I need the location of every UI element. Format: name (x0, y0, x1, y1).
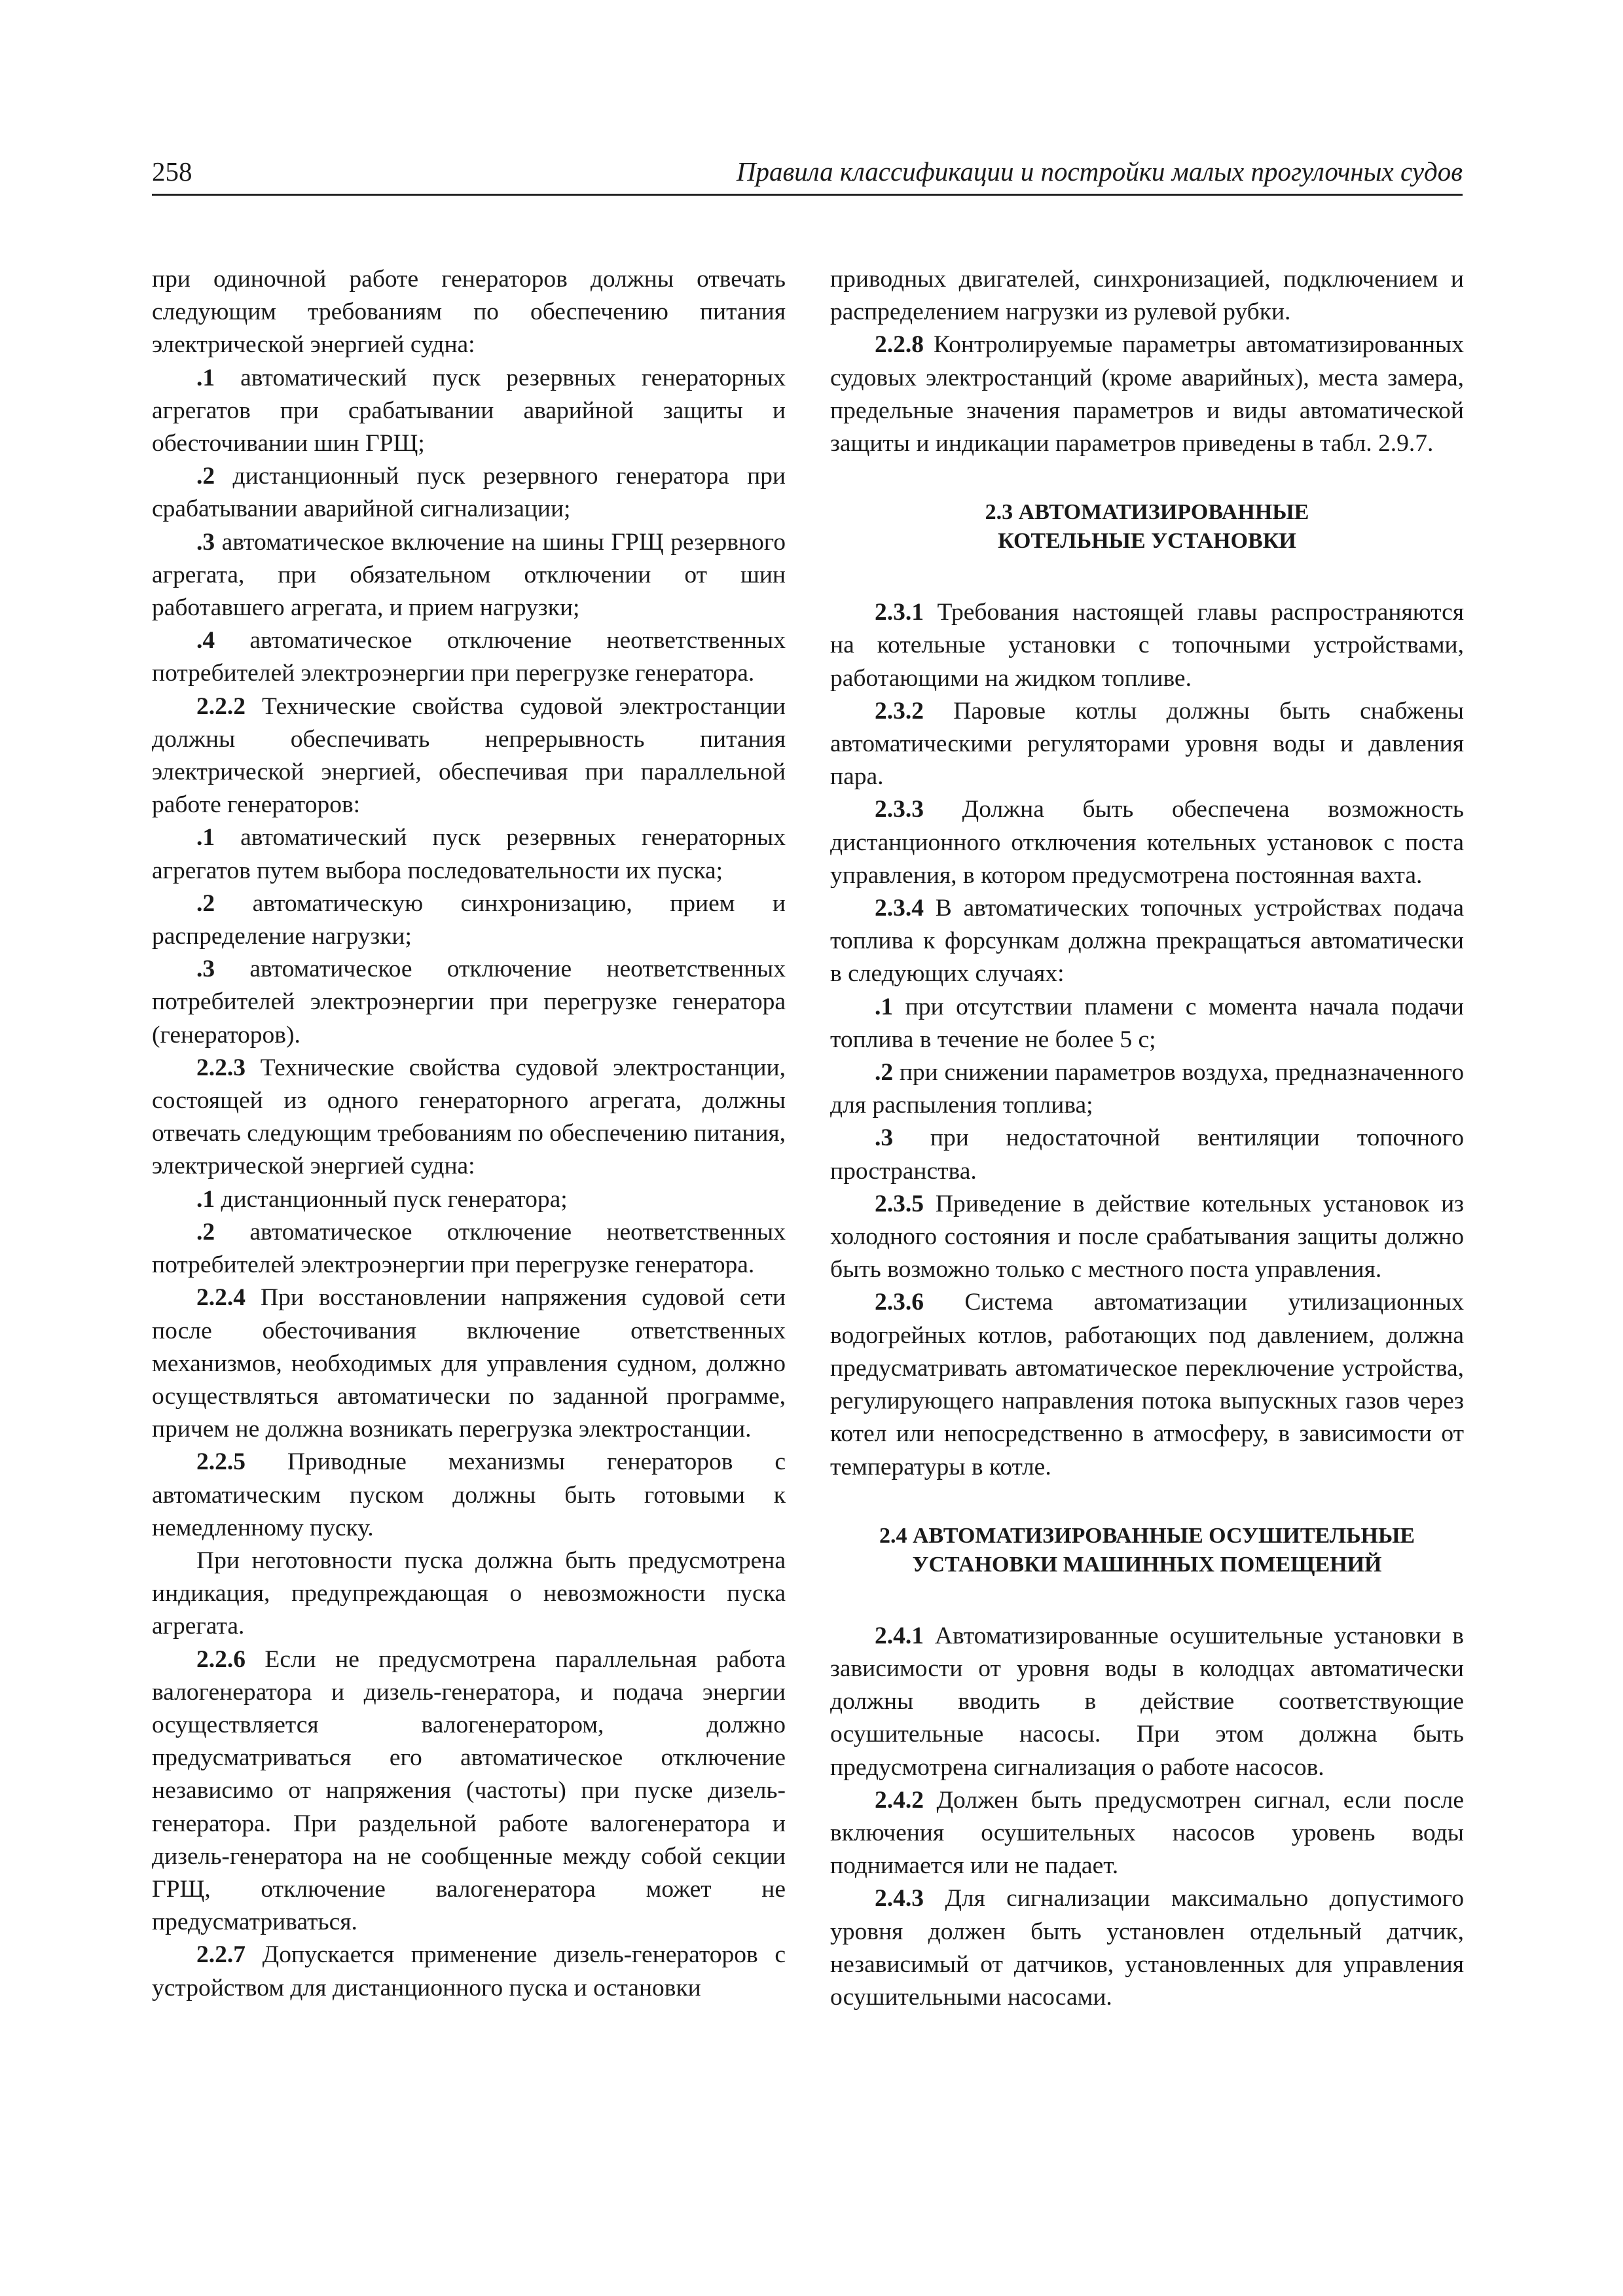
clause-number: 2.2.8 (875, 331, 924, 359)
page-header (152, 152, 1463, 196)
clause-text: Паровые котлы должны быть снабжены автоматическими регуляторами уровня воды и давления пара. (830, 697, 1464, 791)
clause-2-2-4 (152, 1282, 786, 1446)
clause-text: Должна быть обеспечена возможность дистанционного отключения котельных установок с поста управления, в котором предусмотрена постоянная вахта. (830, 796, 1464, 889)
item-text: автоматическое включение на шины ГРЩ резервного агрегата, при обязательном отключении от шин работавшего агрегата, и прием нагрузки; (152, 528, 786, 622)
clause-number: 2.3.3 (875, 796, 924, 823)
item-number: .1 (196, 364, 215, 391)
clause-text: Технические свойства судовой электростанции, состоящей из одного генераторного агрегата, должны отвечать следующим требованиям по обеспечению питания, электрической энергией судна: (152, 1054, 786, 1180)
list-item (152, 624, 786, 690)
clause-2-3-4 (830, 892, 1464, 991)
item-number: .2 (196, 889, 215, 917)
clause-number: 2.4.3 (875, 1885, 924, 1912)
clause-text: Технические свойства судовой электростанции должны обеспечивать непрерывность питания электрической энергией, обеспечивая при параллельной работе генераторов: (152, 692, 786, 819)
clause-text: При восстановлении напряжения судовой сети после обесточивания включение ответственных механизмов, необходимых для управления судном, должно осуществляться автоматически по заданной программе, причем не должна возникать перегрузка электростанции. (152, 1284, 786, 1443)
clause-number: 2.2.4 (196, 1284, 246, 1312)
heading-line: 2.3 АВТОМАТИЗИРОВАННЫЕ (985, 500, 1309, 525)
list-item (152, 1183, 786, 1216)
clause-number: 2.3.5 (875, 1190, 924, 1217)
item-text: при снижении параметров воздуха, предназначенного для распыления топлива; (830, 1059, 1464, 1119)
item-text: дистанционный пуск резервного генератора при срабатывании аварийной сигнализации; (152, 463, 786, 523)
clause-number: 2.3.1 (875, 599, 924, 626)
clause-text: В автоматических топочных устройствах подача топлива к форсункам должна прекращаться автоматически в следующих случаях: (830, 895, 1464, 988)
clause-2-3-5 (830, 1188, 1464, 1287)
list-item (830, 991, 1464, 1056)
clause-2-2-2 (152, 691, 786, 822)
clause-number: 2.2.3 (196, 1054, 246, 1081)
item-number: .1 (875, 993, 894, 1020)
clause-2-3-6 (830, 1286, 1464, 1483)
item-number: .4 (196, 627, 215, 655)
clause-text: Должен быть предусмотрен сигнал, если после включения осушительных насосов уровень воды поднимается или не падает. (830, 1786, 1464, 1880)
list-item (152, 526, 786, 625)
clause-number: 2.4.1 (875, 1622, 924, 1649)
clause-2-3-3 (830, 793, 1464, 892)
clause-text: Система автоматизации утилизационных водогрейных котлов, работающих под давлением, должна предусматривать автоматическое переключение устройства, регулирующего направления потока выпускных газов через котел или непосредственно в атмосферу, в зависимости от температуры в котле. (830, 1289, 1464, 1480)
heading-line: КОТЕЛЬНЫЕ УСТАНОВКИ (998, 529, 1296, 554)
paragraph: приводных двигателей, синхронизацией, подключением и распределением нагрузки из рулевой рубки. (830, 266, 1464, 326)
clause-text: Приводные механизмы генераторов с автоматическим пуском должны быть готовыми к немедленному пуску. (152, 1448, 786, 1541)
clause-text: Контролируемые параметры автоматизированных судовых электростанций (кроме аварийных), места замера, предельные значения параметров и виды автоматической защиты и индикации параметров приведены в табл. 2.9.7. (830, 331, 1464, 457)
clause-number: 2.3.2 (875, 697, 924, 725)
item-text: автоматический пуск резервных генераторных агрегатов путем выбора последовательности их пуска; (152, 824, 786, 884)
item-number: .1 (196, 824, 215, 852)
item-number: .2 (196, 1218, 215, 1246)
heading-line: 2.4 АВТОМАТИЗИРОВАННЫЕ ОСУШИТЕЛЬНЫЕ (879, 1523, 1415, 1548)
item-number: .3 (196, 528, 215, 556)
list-item (830, 1056, 1464, 1122)
clause-number: 2.3.4 (875, 895, 924, 922)
clause-text: Требования настоящей главы распространяются на котельные установки с топочными устройствами, работающими на жидком топливе. (830, 599, 1464, 692)
section-heading-2-4 (830, 1522, 1464, 1579)
item-text: автоматическое отключение неответственных потребителей электроэнергии при перегрузке генератора. (152, 627, 786, 687)
clause-number: 2.3.6 (875, 1289, 924, 1316)
list-item (152, 953, 786, 1052)
clause-2-2-6 (152, 1643, 786, 1939)
item-text: автоматический пуск резервных генераторных агрегатов при срабатывании аварийной защиты и обесточивании шин ГРЩ; (152, 364, 786, 457)
list-item (152, 888, 786, 953)
page-number: 258 (152, 156, 192, 187)
clause-text: Приведение в действие котельных установок из холодного состояния и после срабатывания защиты должно быть возможно только с местного поста управления. (830, 1190, 1464, 1283)
heading-line: УСТАНОВКИ МАШИННЫХ ПОМЕЩЕНИЙ (912, 1552, 1382, 1577)
clause-2-4-1 (830, 1620, 1464, 1784)
clause-2-2-5 (152, 1446, 786, 1545)
right-column (830, 263, 1464, 2014)
left-column (152, 263, 786, 2005)
clause-text: Если не предусмотрена параллельная работа валогенератора и дизель-генератора, и подача энергии осуществляется валогенератором, должно предусматриваться его автоматическое отключение независимо от напряжения (частоты) при пуске дизель-генератора. При раздельной работе валогенератора и дизель-генератора на не сообщенные между собой секции ГРЩ, отключение валогенератора может не предусматриваться. (152, 1645, 786, 1936)
item-number: .2 (875, 1059, 894, 1086)
list-item (152, 821, 786, 887)
paragraph: при одиночной работе генераторов должны отвечать следующим требованиям по обеспечению питания электрической энергией судна: (152, 266, 786, 359)
clause-2-2-3 (152, 1052, 786, 1183)
clause-text: Допускается применение дизель-генераторов с устройством для дистанционного пуска и остановки (152, 1941, 786, 2001)
clause-number: 2.2.7 (196, 1941, 246, 1969)
item-text: автоматическое отключение неответственных потребителей электроэнергии при перегрузке генератора (генераторов). (152, 956, 786, 1049)
item-text: автоматическое отключение неответственных потребителей электроэнергии при перегрузке генератора. (152, 1218, 786, 1279)
clause-2-4-3 (830, 1882, 1464, 2014)
item-number: .1 (196, 1185, 215, 1213)
clause-number: 2.2.5 (196, 1448, 246, 1476)
item-text: при недостаточной вентиляции топочного пространства. (830, 1124, 1464, 1185)
clause-2-4-2 (830, 1784, 1464, 1883)
list-item (152, 1216, 786, 1282)
list-item (152, 362, 786, 461)
clause-number: 2.2.6 (196, 1645, 246, 1673)
clause-text: Автоматизированные осушительные установки в зависимости от уровня воды в колодцах автоматически должны вводить в действие соответствующие осушительные насосы. При этом должна быть предусмотрена сигнализация о работе насосов. (830, 1622, 1464, 1781)
paragraph: При неготовности пуска должна быть предусмотрена индикация, предупреждающая о невозможности пуска агрегата. (152, 1547, 786, 1640)
item-text: автоматическую синхронизацию, прием и распределение нагрузки; (152, 889, 786, 950)
clause-number: 2.4.2 (875, 1786, 924, 1814)
clause-2-3-2 (830, 695, 1464, 794)
item-number: .3 (875, 1124, 894, 1152)
item-text: дистанционный пуск генератора; (215, 1185, 568, 1213)
item-number: .2 (196, 463, 215, 490)
list-item (152, 460, 786, 526)
list-item (830, 1122, 1464, 1187)
clause-2-2-7 (152, 1939, 786, 2004)
section-heading-2-3 (830, 498, 1464, 556)
clause-2-2-8 (830, 329, 1464, 460)
item-number: .3 (196, 956, 215, 983)
clause-text: Для сигнализации максимально допустимого уровня должен быть установлен отдельный датчик, независимый от датчиков, установленных для управления осушительными насосами. (830, 1885, 1464, 2011)
running-title: Правила классификации и постройки малых прогулочных судов (736, 156, 1463, 187)
clause-2-3-1 (830, 596, 1464, 695)
item-text: при отсутствии пламени с момента начала подачи топлива в течение не более 5 с; (830, 993, 1464, 1053)
clause-number: 2.2.2 (196, 692, 246, 720)
